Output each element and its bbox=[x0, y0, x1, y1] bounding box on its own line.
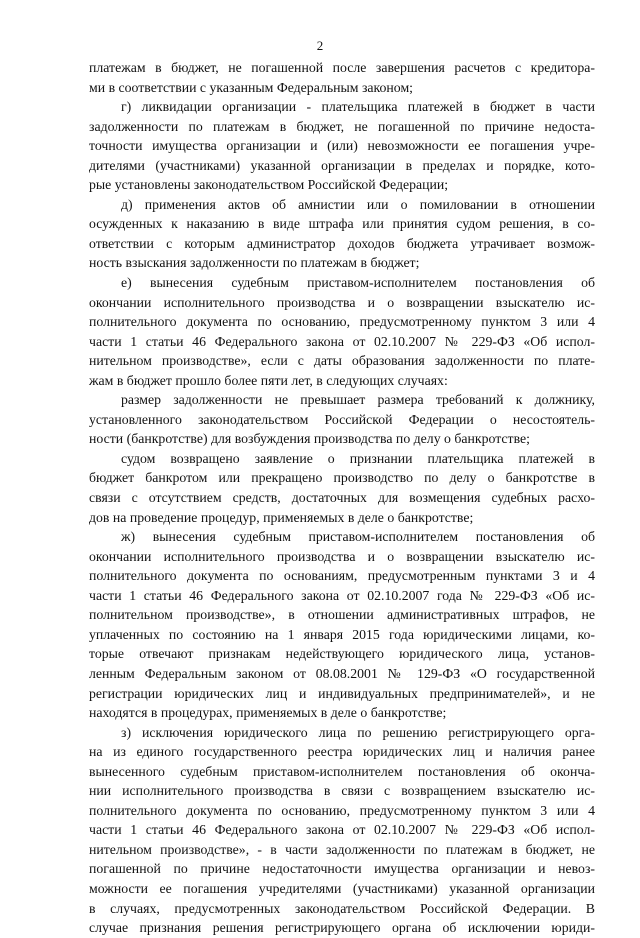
text-line: жам в бюджет прошло более пяти лет, в следующих случаях: bbox=[89, 372, 448, 388]
text-line: ленным Федеральным законом от 08.08.2001 № 129-ФЗ «О государственной bbox=[89, 665, 595, 681]
text-line: полнительного документа по основаниям, предусмотренным пунктами 3 и 4 bbox=[89, 568, 595, 584]
text-line: нительном производстве», если с даты образования задолженности по плате- bbox=[89, 353, 595, 369]
text-line: полнительного документа по основанию, предусмотренному пунктом 3 или 4 bbox=[89, 314, 595, 330]
text-line: нии исполнительного производства в связи с возвращением взыскателю ис- bbox=[89, 783, 595, 799]
text-line: платежам в бюджет, не погашенной после завершения расчетов с кредитора- bbox=[89, 60, 595, 75]
text-line: полнительного документа по основанию, предусмотренному пунктом 3 или 4 bbox=[89, 802, 595, 818]
text-line: части 1 статьи 46 Федерального закона от 02.10.2007 года № 229-ФЗ «Об ис- bbox=[89, 587, 595, 603]
text-line: осужденных к наказанию в виде штрафа или принятия судом решения, в со- bbox=[89, 216, 595, 232]
text-line: можности ее погашения учредителями (участниками) указанной организации bbox=[89, 880, 595, 896]
text-line: ж) вынесения судебным приставом-исполнителем постановления об bbox=[121, 529, 595, 545]
text-line: на из единого государственного реестра юридических лиц и наличия ранее bbox=[89, 744, 595, 760]
text-line: дов на проведение процедур, применяемых в деле о банкротстве; bbox=[89, 509, 474, 525]
text-line: г) ликвидации организации - плательщика платежей в бюджет в части bbox=[121, 99, 595, 115]
text-line: установленного законодательством Российской Федерации о несостоятель- bbox=[89, 411, 595, 427]
text-line: рые установлены законодательством Российской Федерации; bbox=[89, 177, 449, 193]
page-number: 2 bbox=[316, 38, 324, 53]
text-line: точности имущества организации и (или) невозможности ее погашения учре- bbox=[89, 138, 595, 154]
text-line: ответствии с которым администратор доходов бюджета утрачивает возмож- bbox=[89, 235, 595, 251]
text-line: размер задолженности не превышает размера требований к должнику, bbox=[121, 392, 595, 408]
text-line: д) применения актов об амнистии или о помиловании в отношении bbox=[121, 196, 595, 212]
text-line: задолженности по платежам в бюджет, не погашенной по причине недоста- bbox=[89, 118, 595, 134]
text-line: уплаченных по состоянию на 1 января 2015 года юридическими лицами, ко- bbox=[89, 626, 595, 642]
text-line: полнительном производстве», в отношении административных штрафов, не bbox=[89, 607, 595, 623]
text-line: ность взыскания задолженности по платежам в бюджет; bbox=[89, 255, 420, 271]
text-line: дителями (участниками) указанной организации в пределах и порядке, кото- bbox=[89, 157, 595, 173]
text-line: регистрации юридических лиц и индивидуальных предпринимателей», и не bbox=[89, 685, 595, 701]
text-line: случае признания решения регистрирующего органа об исключении юриди- bbox=[89, 920, 595, 936]
text-line: окончании исполнительного производства и о возвращении взыскателю ис- bbox=[89, 294, 595, 310]
text-line: ми в соответствии с указанным Федеральным законом; bbox=[89, 79, 414, 95]
text-line: ности (банкротстве) для возбуждения производства по делу о банкротстве; bbox=[89, 431, 530, 447]
text-line: бюджет банкротом или прекращено производство по делу о банкротстве в bbox=[89, 470, 595, 486]
text-line: связи с отсутствием средств, достаточных для возмещения судебных расхо- bbox=[89, 490, 595, 506]
text-line: части 1 статьи 46 Федерального закона от 02.10.2007 № 229-ФЗ «Об испол- bbox=[89, 822, 595, 838]
text-line: части 1 статьи 46 Федерального закона от 02.10.2007 № 229-ФЗ «Об испол- bbox=[89, 333, 595, 349]
text-line: погашенной по причине недостаточности имущества организации и невоз- bbox=[89, 861, 595, 877]
text-line: находятся в процедурах, применяемых в деле о банкротстве; bbox=[89, 705, 447, 721]
text-line: е) вынесения судебным приставом-исполнителем постановления об bbox=[121, 275, 595, 291]
text-line: в случаях, предусмотренных законодательством Российской Федерации. В bbox=[89, 900, 595, 916]
text-line: нительном производстве», - в части задолженности по платежам в бюджет, не bbox=[89, 841, 595, 857]
text-line: з) исключения юридического лица по решению регистрирующего орга- bbox=[121, 724, 595, 740]
text-line: торые отвечают признакам недействующего юридического лица, установ- bbox=[89, 646, 595, 662]
document-body bbox=[89, 58, 595, 938]
text-line: вынесенного судебным приставом-исполнителем постановления об оконча- bbox=[89, 763, 595, 779]
text-line: судом возвращено заявление о признании плательщика платежей в bbox=[121, 450, 595, 466]
text-line: окончании исполнительного производства и о возвращении взыскателю ис- bbox=[89, 548, 595, 564]
